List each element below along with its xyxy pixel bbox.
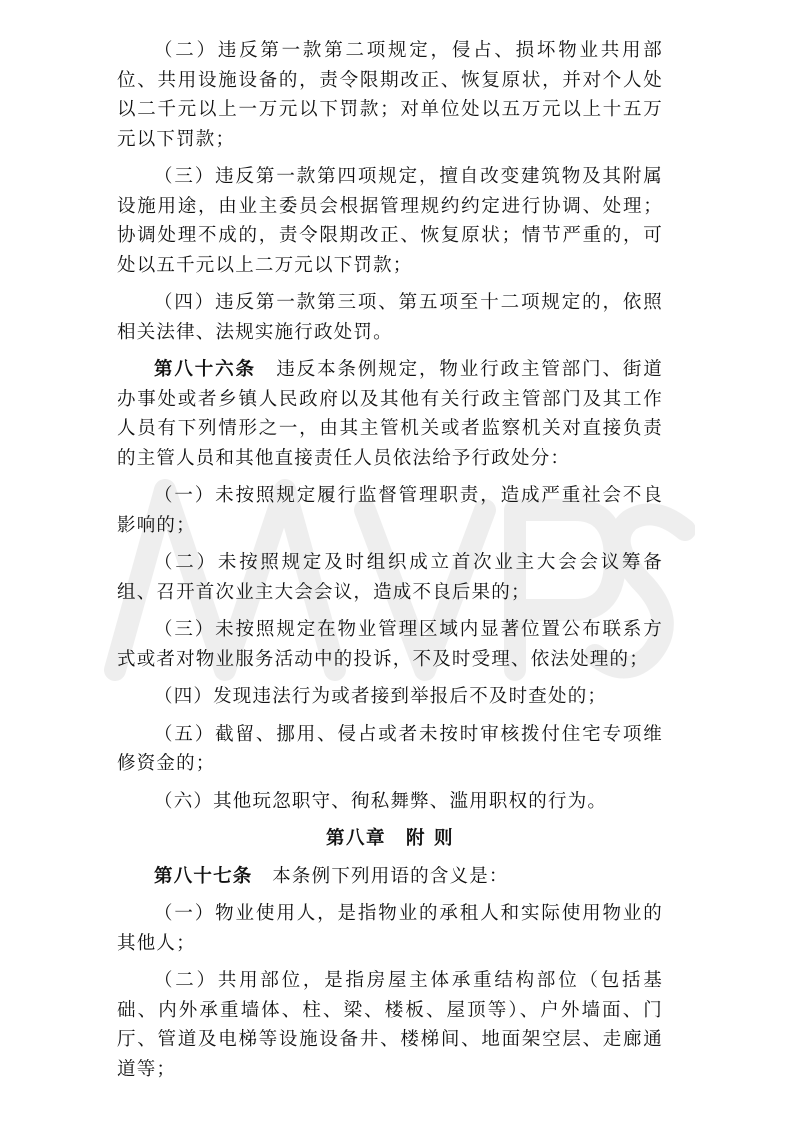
- item-4: （四）发现违法行为或者接到举报后不及时查处的；: [154, 686, 608, 707]
- item-6: （六）其他玩忽职守、徇私舞弊、滥用职权的行为。: [154, 790, 608, 812]
- paragraph-3: （三）违反第一款第四项规定，擅自改变建筑物及其附属设施用途，由业主委员会根据管理规约约定进行协调、处理；协调处理不成的，责令限期改正、恢复原状；情节严重的，可处以五千元以上二万元以下罚款；: [117, 166, 663, 276]
- chapter-heading: 第八章 附 则: [326, 828, 454, 849]
- item-1: （一）未按照规定履行监督管理职责，造成严重社会不良影响的；: [117, 485, 663, 536]
- paragraph-4: （四）违反第一款第三项、第五项至十二项规定的，依照相关法律、法规实施行政处罚。: [117, 292, 663, 343]
- article-86-number: 第八十六条: [154, 359, 256, 380]
- definition-1: （一）物业使用人，是指物业的承租人和实际使用物业的其他人；: [117, 903, 663, 954]
- article-87-number: 第八十七条: [154, 865, 253, 887]
- item-2: （二）未按照规定及时组织成立首次业主大会会议筹备组、召开首次业主大会会议，造成不良后果的；: [117, 552, 663, 603]
- item-3: （三）未按照规定在物业管理区域内显著位置公布联系方式或者对物业服务活动中的投诉，不及时受理、依法处理的；: [117, 619, 663, 670]
- item-5: （五）截留、挪用、侵占或者未按时审核拨付住宅专项维修资金的；: [117, 723, 663, 774]
- article-87: [117, 862, 663, 892]
- definition-2: （二）共用部位，是指房屋主体承重结构部位（包括基础、内外承重墙体、柱、梁、楼板、屋顶等）、户外墙面、门厅、管道及电梯等设施设备井、楼梯间、地面架空层、走廊通道等；: [117, 970, 663, 1080]
- article-86: [117, 355, 663, 473]
- article-87-text: 本条例下列用语的含义是：: [272, 865, 509, 887]
- document-body: [117, 36, 663, 1092]
- paragraph-2: （二）违反第一款第二项规定，侵占、损坏物业共用部位、共用设施设备的，责令限期改正、恢复原状，并对个人处以二千元以上一万元以下罚款；对单位处以五万元以上十五万元以下罚款；: [117, 40, 663, 150]
- article-86-text: 违反本条例规定，物业行政主管部门、街道办事处或者乡镇人民政府以及其他有关行政主管部门及其工作人员有下列情形之一，由其主管机关或者监察机关对直接负责的主管人员和其他直接责任人员依法给予行政处分：: [117, 359, 663, 469]
